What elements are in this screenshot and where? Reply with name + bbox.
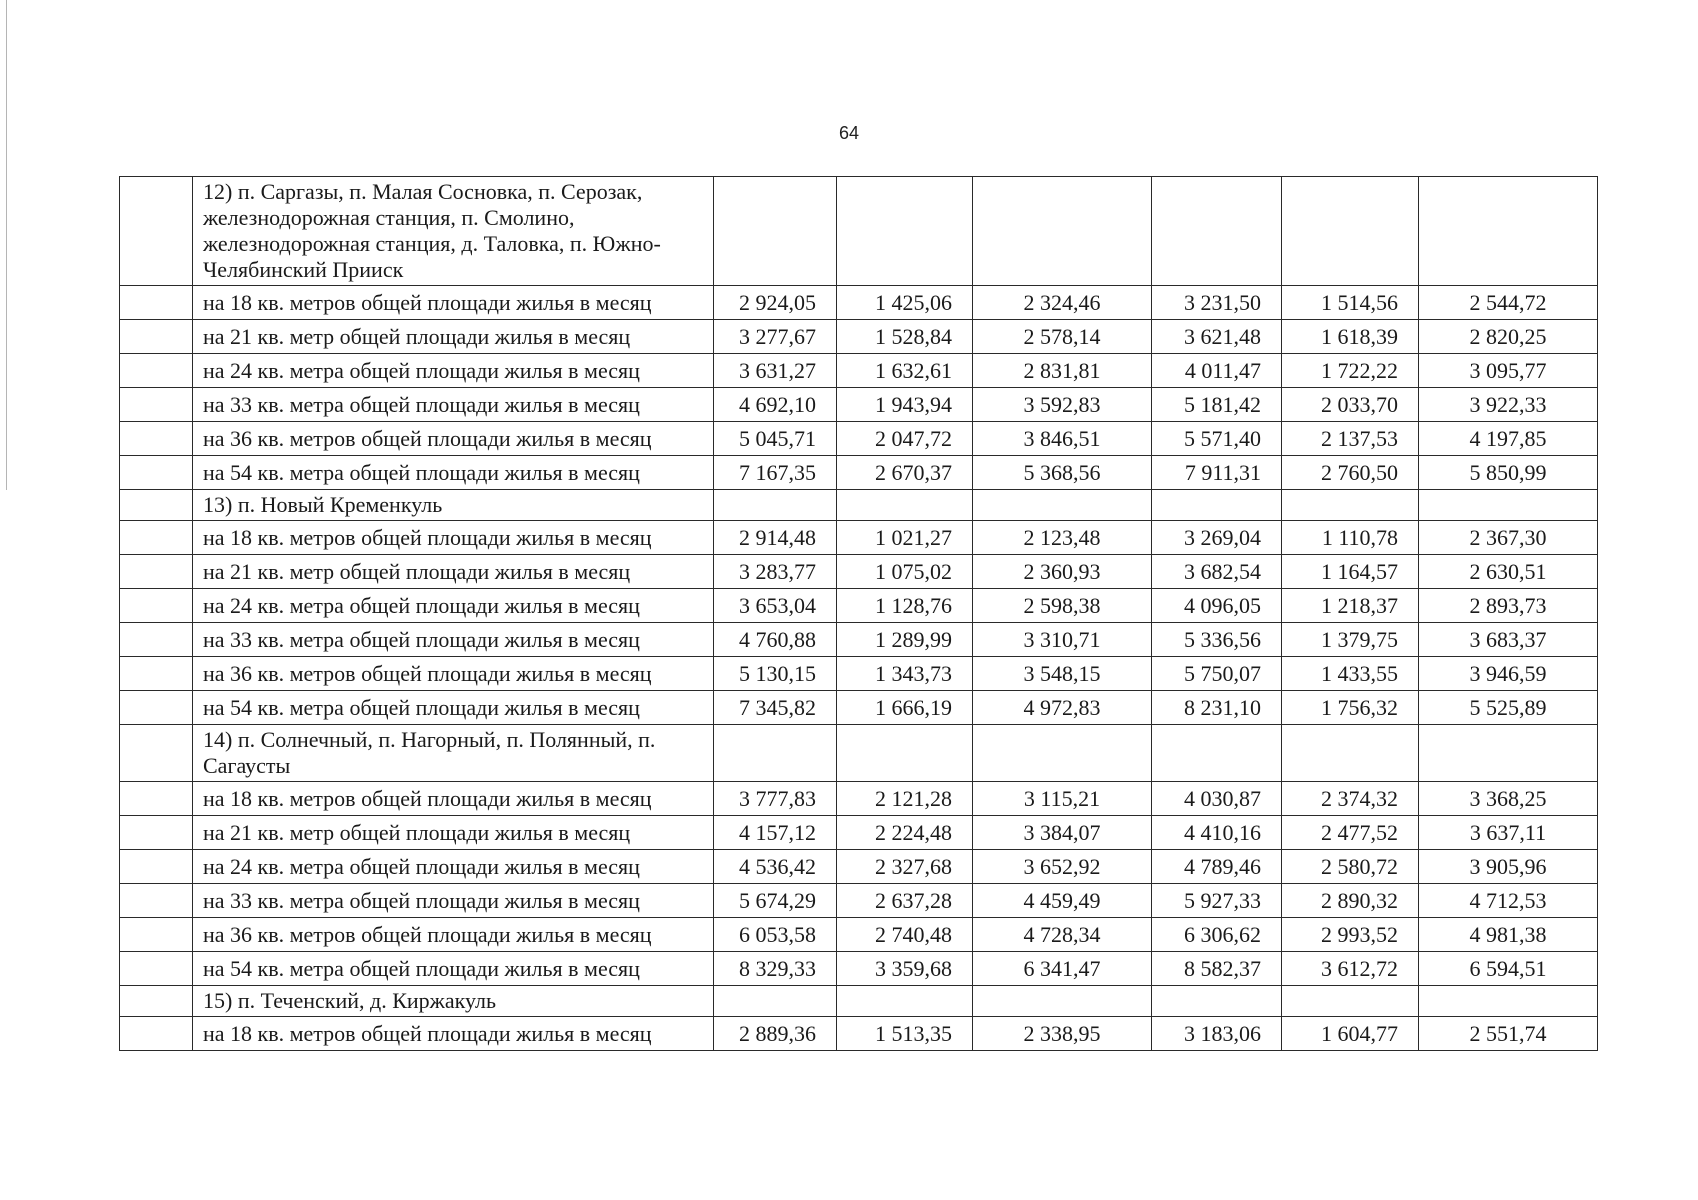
table-row	[120, 623, 1598, 657]
empty-value-cell	[714, 725, 837, 782]
row-label: на 24 кв. метра общей площади жилья в месяц	[193, 589, 714, 623]
value-cell: 7 911,31	[1152, 456, 1282, 490]
row-label: на 18 кв. метров общей площади жилья в месяц	[193, 286, 714, 320]
table-row	[120, 952, 1598, 986]
group-header-row	[120, 490, 1598, 521]
index-cell	[120, 422, 193, 456]
value-cell: 1 075,02	[837, 555, 973, 589]
value-cell: 3 115,21	[973, 782, 1152, 816]
value-cell: 2 338,95	[973, 1017, 1152, 1051]
value-cell: 3 277,67	[714, 320, 837, 354]
index-cell	[120, 850, 193, 884]
value-cell: 6 053,58	[714, 918, 837, 952]
index-cell	[120, 286, 193, 320]
table-row	[120, 589, 1598, 623]
value-cell: 2 924,05	[714, 286, 837, 320]
value-cell: 1 618,39	[1282, 320, 1419, 354]
value-cell: 3 368,25	[1419, 782, 1598, 816]
table-row	[120, 918, 1598, 952]
table-row	[120, 354, 1598, 388]
value-cell: 5 336,56	[1152, 623, 1282, 657]
empty-value-cell	[1419, 177, 1598, 286]
page-number: 64	[838, 123, 860, 143]
value-cell: 3 231,50	[1152, 286, 1282, 320]
value-cell: 4 972,83	[973, 691, 1152, 725]
value-cell: 3 269,04	[1152, 521, 1282, 555]
value-cell: 5 571,40	[1152, 422, 1282, 456]
row-label: на 24 кв. метра общей площади жилья в месяц	[193, 850, 714, 884]
value-cell: 4 410,16	[1152, 816, 1282, 850]
index-cell	[120, 521, 193, 555]
value-cell: 3 637,11	[1419, 816, 1598, 850]
group-header-row	[120, 177, 1598, 286]
value-cell: 2 598,38	[973, 589, 1152, 623]
empty-value-cell	[837, 725, 973, 782]
index-cell	[120, 918, 193, 952]
value-cell: 4 692,10	[714, 388, 837, 422]
group-title: 13) п. Новый Кременкуль	[193, 490, 714, 521]
value-cell: 2 123,48	[973, 521, 1152, 555]
table-row	[120, 782, 1598, 816]
index-cell	[120, 177, 193, 286]
index-cell	[120, 320, 193, 354]
value-cell: 1 289,99	[837, 623, 973, 657]
empty-value-cell	[1282, 177, 1419, 286]
empty-value-cell	[714, 490, 837, 521]
value-cell: 2 578,14	[973, 320, 1152, 354]
value-cell: 2 831,81	[973, 354, 1152, 388]
value-cell: 1 425,06	[837, 286, 973, 320]
table-row	[120, 657, 1598, 691]
empty-value-cell	[1282, 725, 1419, 782]
value-cell: 2 890,32	[1282, 884, 1419, 918]
value-cell: 2 893,73	[1419, 589, 1598, 623]
value-cell: 5 750,07	[1152, 657, 1282, 691]
empty-value-cell	[714, 986, 837, 1017]
scan-margin-line	[6, 0, 7, 490]
value-cell: 1 604,77	[1282, 1017, 1419, 1051]
empty-value-cell	[973, 725, 1152, 782]
value-cell: 2 670,37	[837, 456, 973, 490]
group-header-row	[120, 725, 1598, 782]
value-cell: 2 993,52	[1282, 918, 1419, 952]
index-cell	[120, 986, 193, 1017]
row-label: на 36 кв. метров общей площади жилья в месяц	[193, 422, 714, 456]
value-cell: 3 612,72	[1282, 952, 1419, 986]
value-cell: 2 327,68	[837, 850, 973, 884]
row-label: на 36 кв. метров общей площади жилья в месяц	[193, 918, 714, 952]
value-cell: 2 637,28	[837, 884, 973, 918]
value-cell: 3 283,77	[714, 555, 837, 589]
table-row	[120, 850, 1598, 884]
table-row	[120, 816, 1598, 850]
value-cell: 1 632,61	[837, 354, 973, 388]
row-label: на 21 кв. метр общей площади жилья в месяц	[193, 320, 714, 354]
value-cell: 2 820,25	[1419, 320, 1598, 354]
value-cell: 2 477,52	[1282, 816, 1419, 850]
row-label: на 54 кв. метра общей площади жилья в месяц	[193, 456, 714, 490]
empty-value-cell	[1152, 986, 1282, 1017]
table-row	[120, 1017, 1598, 1051]
value-cell: 1 528,84	[837, 320, 973, 354]
table-row	[120, 388, 1598, 422]
value-cell: 3 683,37	[1419, 623, 1598, 657]
index-cell	[120, 816, 193, 850]
value-cell: 6 594,51	[1419, 952, 1598, 986]
group-title: 15) п. Теченский, д. Киржакуль	[193, 986, 714, 1017]
index-cell	[120, 952, 193, 986]
value-cell: 1 722,22	[1282, 354, 1419, 388]
index-cell	[120, 623, 193, 657]
value-cell: 5 525,89	[1419, 691, 1598, 725]
value-cell: 1 110,78	[1282, 521, 1419, 555]
value-cell: 2 374,32	[1282, 782, 1419, 816]
value-cell: 3 846,51	[973, 422, 1152, 456]
value-cell: 2 367,30	[1419, 521, 1598, 555]
value-cell: 8 329,33	[714, 952, 837, 986]
value-cell: 2 740,48	[837, 918, 973, 952]
value-cell: 4 981,38	[1419, 918, 1598, 952]
index-cell	[120, 657, 193, 691]
value-cell: 2 121,28	[837, 782, 973, 816]
value-cell: 5 927,33	[1152, 884, 1282, 918]
value-cell: 7 345,82	[714, 691, 837, 725]
table-row	[120, 320, 1598, 354]
row-label: на 18 кв. метров общей площади жилья в месяц	[193, 1017, 714, 1051]
value-cell: 2 914,48	[714, 521, 837, 555]
value-cell: 1 513,35	[837, 1017, 973, 1051]
value-cell: 4 011,47	[1152, 354, 1282, 388]
value-cell: 3 922,33	[1419, 388, 1598, 422]
empty-value-cell	[1419, 725, 1598, 782]
value-cell: 5 674,29	[714, 884, 837, 918]
value-cell: 1 128,76	[837, 589, 973, 623]
value-cell: 2 137,53	[1282, 422, 1419, 456]
table-row	[120, 521, 1598, 555]
value-cell: 3 621,48	[1152, 320, 1282, 354]
index-cell	[120, 782, 193, 816]
value-cell: 1 021,27	[837, 521, 973, 555]
value-cell: 3 592,83	[973, 388, 1152, 422]
group-title: 12) п. Саргазы, п. Малая Сосновка, п. Серозак, железнодорожная станция, п. Смолино, железнодорожная станция, д. Таловка, п. Южно-Челябинский Прииск	[193, 177, 714, 286]
row-label: на 24 кв. метра общей площади жилья в месяц	[193, 354, 714, 388]
row-label: на 33 кв. метра общей площади жилья в месяц	[193, 388, 714, 422]
value-cell: 2 630,51	[1419, 555, 1598, 589]
value-cell: 3 359,68	[837, 952, 973, 986]
index-cell	[120, 456, 193, 490]
table-row	[120, 884, 1598, 918]
value-cell: 1 943,94	[837, 388, 973, 422]
value-cell: 4 157,12	[714, 816, 837, 850]
value-cell: 1 666,19	[837, 691, 973, 725]
value-cell: 3 183,06	[1152, 1017, 1282, 1051]
row-label: на 36 кв. метров общей площади жилья в месяц	[193, 657, 714, 691]
empty-value-cell	[1419, 490, 1598, 521]
value-cell: 5 130,15	[714, 657, 837, 691]
value-cell: 1 343,73	[837, 657, 973, 691]
empty-value-cell	[837, 490, 973, 521]
value-cell: 4 197,85	[1419, 422, 1598, 456]
row-label: на 54 кв. метра общей площади жилья в месяц	[193, 952, 714, 986]
value-cell: 4 728,34	[973, 918, 1152, 952]
group-header-row	[120, 986, 1598, 1017]
rates-table	[119, 176, 1598, 1051]
value-cell: 2 033,70	[1282, 388, 1419, 422]
row-label: на 33 кв. метра общей площади жилья в месяц	[193, 884, 714, 918]
value-cell: 4 760,88	[714, 623, 837, 657]
row-label: на 33 кв. метра общей площади жилья в месяц	[193, 623, 714, 657]
index-cell	[120, 354, 193, 388]
empty-value-cell	[1152, 177, 1282, 286]
empty-value-cell	[1282, 986, 1419, 1017]
value-cell: 4 096,05	[1152, 589, 1282, 623]
value-cell: 3 653,04	[714, 589, 837, 623]
value-cell: 6 306,62	[1152, 918, 1282, 952]
value-cell: 2 360,93	[973, 555, 1152, 589]
row-label: на 21 кв. метр общей площади жилья в месяц	[193, 816, 714, 850]
value-cell: 3 946,59	[1419, 657, 1598, 691]
value-cell: 4 789,46	[1152, 850, 1282, 884]
table-row	[120, 422, 1598, 456]
empty-value-cell	[837, 177, 973, 286]
empty-value-cell	[1419, 986, 1598, 1017]
value-cell: 5 045,71	[714, 422, 837, 456]
value-cell: 3 310,71	[973, 623, 1152, 657]
value-cell: 3 682,54	[1152, 555, 1282, 589]
value-cell: 5 850,99	[1419, 456, 1598, 490]
empty-value-cell	[837, 986, 973, 1017]
empty-value-cell	[973, 986, 1152, 1017]
table-row	[120, 456, 1598, 490]
value-cell: 7 167,35	[714, 456, 837, 490]
value-cell: 4 536,42	[714, 850, 837, 884]
value-cell: 3 384,07	[973, 816, 1152, 850]
value-cell: 2 580,72	[1282, 850, 1419, 884]
index-cell	[120, 691, 193, 725]
value-cell: 3 777,83	[714, 782, 837, 816]
empty-value-cell	[973, 177, 1152, 286]
value-cell: 2 551,74	[1419, 1017, 1598, 1051]
value-cell: 2 324,46	[973, 286, 1152, 320]
empty-value-cell	[1152, 490, 1282, 521]
value-cell: 1 218,37	[1282, 589, 1419, 623]
value-cell: 8 582,37	[1152, 952, 1282, 986]
value-cell: 2 224,48	[837, 816, 973, 850]
value-cell: 1 164,57	[1282, 555, 1419, 589]
row-label: на 18 кв. метров общей площади жилья в месяц	[193, 521, 714, 555]
value-cell: 3 631,27	[714, 354, 837, 388]
index-cell	[120, 1017, 193, 1051]
index-cell	[120, 555, 193, 589]
value-cell: 5 368,56	[973, 456, 1152, 490]
empty-value-cell	[973, 490, 1152, 521]
value-cell: 3 095,77	[1419, 354, 1598, 388]
group-title: 14) п. Солнечный, п. Нагорный, п. Полянный, п. Сагаусты	[193, 725, 714, 782]
value-cell: 3 905,96	[1419, 850, 1598, 884]
value-cell: 4 459,49	[973, 884, 1152, 918]
row-label: на 54 кв. метра общей площади жилья в месяц	[193, 691, 714, 725]
index-cell	[120, 884, 193, 918]
value-cell: 1 756,32	[1282, 691, 1419, 725]
value-cell: 6 341,47	[973, 952, 1152, 986]
value-cell: 3 652,92	[973, 850, 1152, 884]
rates-table-body	[120, 177, 1598, 1051]
index-cell	[120, 725, 193, 782]
index-cell	[120, 589, 193, 623]
table-row	[120, 286, 1598, 320]
value-cell: 1 433,55	[1282, 657, 1419, 691]
empty-value-cell	[1152, 725, 1282, 782]
value-cell: 1 379,75	[1282, 623, 1419, 657]
table-row	[120, 691, 1598, 725]
row-label: на 21 кв. метр общей площади жилья в месяц	[193, 555, 714, 589]
table-row	[120, 555, 1598, 589]
index-cell	[120, 388, 193, 422]
value-cell: 3 548,15	[973, 657, 1152, 691]
index-cell	[120, 490, 193, 521]
empty-value-cell	[714, 177, 837, 286]
value-cell: 2 544,72	[1419, 286, 1598, 320]
value-cell: 4 030,87	[1152, 782, 1282, 816]
value-cell: 2 047,72	[837, 422, 973, 456]
value-cell: 2 760,50	[1282, 456, 1419, 490]
value-cell: 2 889,36	[714, 1017, 837, 1051]
value-cell: 8 231,10	[1152, 691, 1282, 725]
value-cell: 5 181,42	[1152, 388, 1282, 422]
empty-value-cell	[1282, 490, 1419, 521]
row-label: на 18 кв. метров общей площади жилья в месяц	[193, 782, 714, 816]
value-cell: 1 514,56	[1282, 286, 1419, 320]
value-cell: 4 712,53	[1419, 884, 1598, 918]
